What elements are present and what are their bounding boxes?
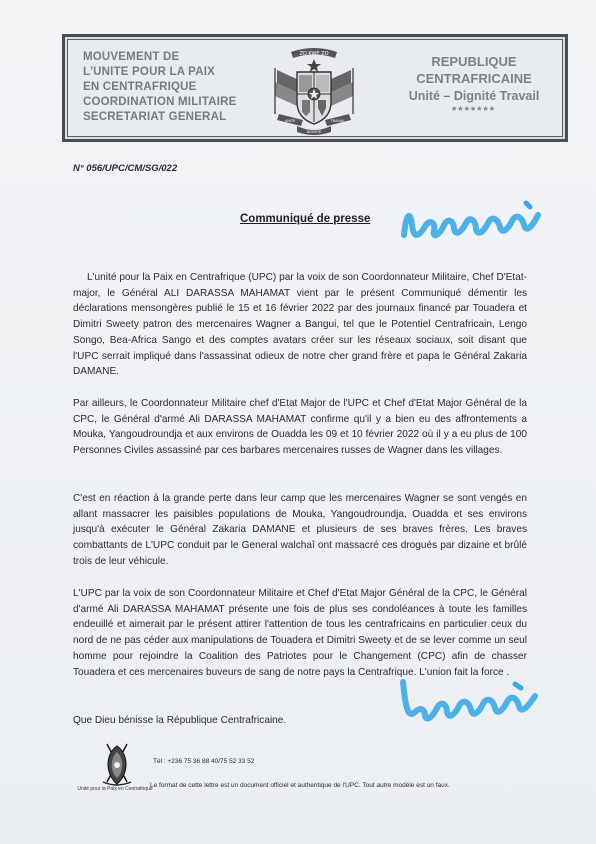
org-line: COORDINATION MILITAIRE — [83, 96, 237, 108]
emblem-ribbon-right: TRAVAIL — [330, 119, 346, 123]
page-title: Communiqué de presse — [240, 213, 371, 225]
coat-of-arms-icon — [269, 42, 359, 138]
reference-number: N° 056/UPC/CM/SG/022 — [73, 163, 178, 174]
authenticity-note: Le format de cette lettre est un document officiel et authentique de l'UPC. Tout autre modèle est un faux. — [150, 782, 450, 789]
emblem-ribbon-left: UNITE — [284, 119, 296, 123]
country-line-2: CENTRAFRICAINE — [416, 71, 532, 86]
org-line: L'UNITE POUR LA PAIX — [83, 66, 215, 78]
paragraph-4: L'UPC par la voix de son Coordonnateur Militaire et Chef d'Etat Major Général de la CPC, le Général d'armé Ali DARASSA MAHAMAT présente une fois de plus ses condoléances à toute les familles endeuillé et aimerait par le présent attirer l'attention de tous les centrafricains en particulier ceux du nord de ne pas céder aux manipulations de Touadera et Dimitri Sweety et de se lever comme un seul homme pour rejoindre la Coalition des Patriotes pour le Changement (CPC) afin de chasser Touadera et ces mercenaires buveurs de sang de notre pays la Centrafrique. L'union fait la force . — [73, 588, 527, 678]
closing-line: Que Dieu bénisse la République Centrafricaine. — [73, 715, 287, 726]
country-line-1: REPUBLIQUE — [431, 54, 517, 69]
phone-number: Tél : +236 75 36 88 40/75 52 33 52 — [153, 758, 255, 765]
handwritten-signature-bottom — [395, 672, 545, 732]
org-line: SECRETARIAT GENERAL — [83, 111, 227, 123]
country-motto: Unité – Dignité Travail — [408, 89, 540, 103]
org-line: EN CENTRAFRIQUE — [83, 81, 197, 93]
handwritten-signature-top — [398, 195, 548, 255]
country-stars: ******* — [452, 105, 496, 117]
emblem-banner-text: ZO KWE ZO — [299, 51, 329, 57]
emblem-ribbon-bottom: DIGNITE — [306, 130, 322, 134]
paragraph-1: L'unité pour la Paix en Centrafrique (UPC) par la voix de son Coordonnateur Militaire, Chef D'Etat-major, le Général ALI DARASSA MAHAMAT vient par le présent Communiqué démentir les déclarations mensongères publié le 15 et 16 février 2022 par des journaux financé par Touadera et Dimitri Sweety patron des mercenaires Wagner a Bangui, tel que le Potentiel Centrafricain, Lengo Songo, Bea-Africa Sango et des comptes avatars créer sur les réseaux sociaux, soit disant que l'UPC serrait impliqué dans l'assassinat odieux de notre cher grand frère et papa le Général Zakaria DAMANE. — [73, 272, 527, 378]
organization-name — [83, 50, 273, 125]
letterhead — [62, 34, 568, 142]
org-line: MOUVEMENT DE — [83, 51, 180, 63]
paragraph-2: Par ailleurs, le Coordonnateur Militaire chef d'Etat Major de l'UPC et Chef d'Etat Major Général de la CPC, le Général d'armé Ali DARASSA MAHAMAT confirme qu'il y a bien eu des affrontements a Mouka, Yangoudroundja et aux environs de Ouadda les 09 et 10 février 2022 où il y a eu plus de 100 Personnes Civiles assassiné par ces barbares mercenaires russes de Wagner dans les villages. — [73, 398, 527, 457]
upc-logo-icon — [87, 738, 147, 808]
logo-caption: Unité pour la Paix en Centrafrique — [77, 786, 153, 792]
country-title — [399, 53, 549, 117]
paragraph-3: C'est en réaction à la grande perte dans leur camp que les mercenaires Wagner se sont vengés en allant massacrer les paisibles populations de Mouka, Yangoudroundja, Ouadda et ses environs jusqu'à exécuter le Général Zakaria DAMANE et plusieurs de ses braves frères. Les braves combattants de L'UPC conduit par le General walchaî ont massacré ces drogués par dizaine et brûlé trois de leur véhicule. — [73, 493, 527, 567]
